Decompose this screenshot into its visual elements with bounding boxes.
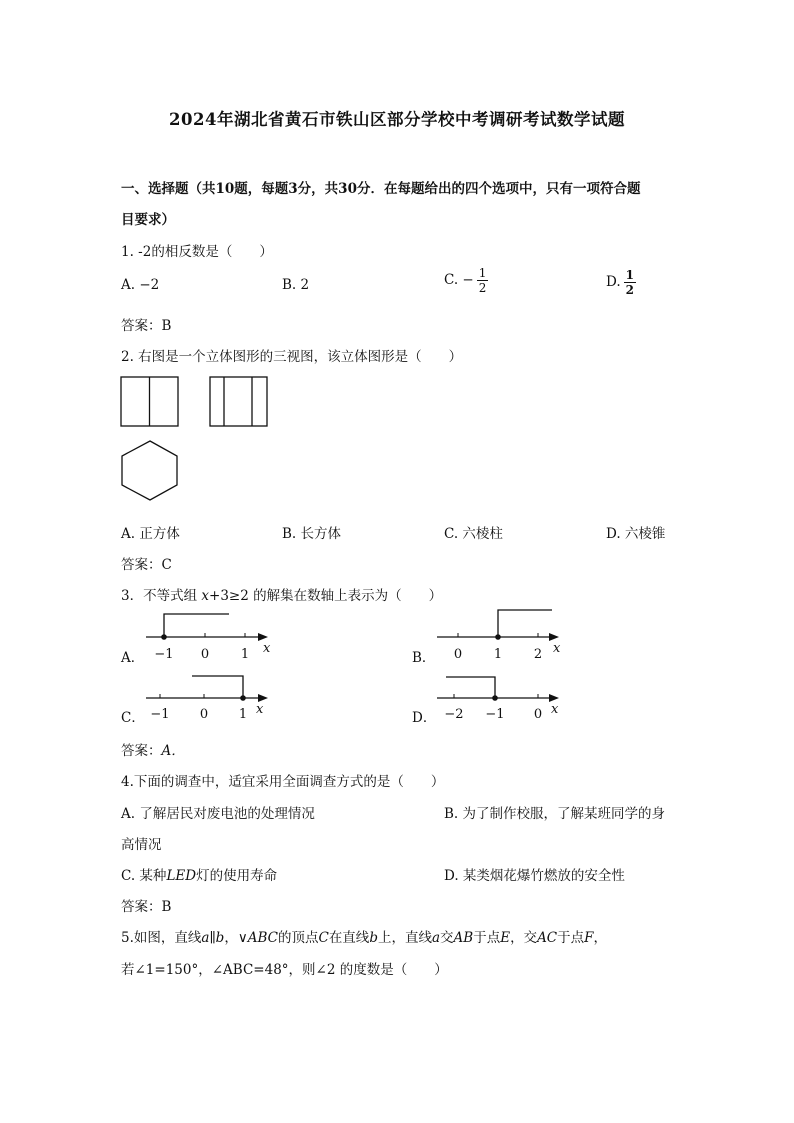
q4-option-b-line2: 高情况 <box>121 837 162 853</box>
q1-option-a: A. −2 <box>121 277 160 293</box>
q3-stem-var: x <box>201 588 210 604</box>
q3-d-axis-var: x <box>551 702 559 717</box>
q3-stem-pre: 3．不等式组 <box>121 588 202 604</box>
section-heading-line1: 一、选择题（共10题，每题3分，共30分．在每题给出的四个选项中，只有一项符合题 <box>121 181 641 197</box>
q5-t7: 在直线 <box>328 930 370 946</box>
q3-option-c-number-line <box>146 676 268 722</box>
q1-option-c-label: C. − <box>444 272 474 288</box>
q5-stem-line1 <box>121 926 607 946</box>
q5-t12: AB <box>453 930 474 946</box>
q5-t19: ， <box>593 930 608 946</box>
q5-t18: F <box>584 930 594 946</box>
q3-b-tick-3: 2 <box>533 647 543 662</box>
q3-d-tick-3: 0 <box>533 707 543 722</box>
q1-stem: 1. -2的相反数是（ ） <box>121 244 273 260</box>
q5-t16: AC <box>537 930 558 946</box>
q1-option-d-denominator: 2 <box>625 283 634 297</box>
q5-t2: a∥b <box>201 930 225 946</box>
q5-t8: b <box>369 930 378 946</box>
q2-option-b: B. 长方体 <box>282 526 342 542</box>
q4-option-b-line1: B. 为了制作校服，了解某班同学的身 <box>444 806 666 822</box>
q2-option-c: C. 六棱柱 <box>444 526 503 542</box>
q3-option-d-number-line <box>437 677 559 722</box>
q5-t13: 于点 <box>473 930 501 946</box>
q3-option-c-label: C． <box>121 710 145 726</box>
q3-option-d-label: D． <box>412 710 437 726</box>
q5-t17: 于点 <box>557 930 585 946</box>
q1-option-c-numerator: 1 <box>478 266 487 280</box>
q3-b-axis-var: x <box>553 641 561 656</box>
q4-option-c-post: 灯的使用寿命 <box>196 868 278 884</box>
q3-a-tick-3: 1 <box>240 647 250 662</box>
section-heading-line2: 目要求） <box>121 212 175 228</box>
q4-option-c <box>121 864 277 884</box>
q3-stem-post: +3≥2 的解集在数轴上表示为（ ） <box>209 588 443 604</box>
q3-answer <box>121 739 185 759</box>
q3-b-tick-2: 1 <box>493 647 503 662</box>
q3-a-tick-1: −1 <box>154 647 174 662</box>
q3-c-tick-1: −1 <box>150 707 170 722</box>
q3-c-axis-var: x <box>256 702 264 717</box>
q1-option-d-label: D. <box>606 274 621 290</box>
q3-b-tick-1: 0 <box>453 647 463 662</box>
q3-c-tick-3: 1 <box>238 707 248 722</box>
page-title: 2024年湖北省黄石市铁山区部分学校中考调研考试数学试题 <box>169 110 625 129</box>
q2-answer: 答案：C <box>121 557 172 573</box>
q4-option-c-var: LED <box>166 868 197 884</box>
q1-option-d-numerator: 1 <box>625 268 634 282</box>
q3-d-tick-1: −2 <box>444 707 464 722</box>
q3-d-tick-2: −1 <box>485 707 505 722</box>
q3-answer-value: A． <box>161 743 185 759</box>
q3-option-b-label: B． <box>412 650 436 666</box>
q3-option-a-number-line <box>146 614 271 662</box>
q4-answer: 答案：B <box>121 899 172 915</box>
q5-t10: a <box>431 930 441 946</box>
q3-answer-prefix: 答案： <box>121 743 162 759</box>
q3-a-tick-2: 0 <box>200 647 210 662</box>
q1-option-c-denominator: 2 <box>478 281 487 295</box>
q2-option-a: A. 正方体 <box>121 526 180 542</box>
q4-option-a: A. 了解居民对废电池的处理情况 <box>121 806 315 822</box>
q1-option-b: B. 2 <box>282 277 310 293</box>
q5-t3: ， <box>224 930 238 946</box>
q4-stem: 4.下面的调查中，适宜采用全面调查方式的是（ ） <box>121 774 445 790</box>
q2-stem: 2. 右图是一个立体图形的三视图，该立体图形是（ ） <box>121 349 463 365</box>
q5-t9: 上，直线 <box>377 930 432 946</box>
q3-a-axis-var: x <box>263 641 271 656</box>
q5-t11: 交 <box>440 930 454 946</box>
q5-t1: 5.如图，直线 <box>121 930 202 946</box>
q4-option-c-pre: C. 某种 <box>121 868 167 884</box>
q5-t5: 的顶点 <box>277 930 319 946</box>
q3-c-tick-2: 0 <box>199 707 209 722</box>
q2-option-d: D. 六棱锥 <box>606 526 666 542</box>
q3-option-b-number-line <box>437 610 561 662</box>
q5-t14: E <box>500 930 511 946</box>
q5-stem-line2: 若∠1=150°，∠ABC=48°，则∠2 的度数是（ ） <box>121 962 448 978</box>
q1-answer: 答案：B <box>121 318 172 334</box>
q4-option-d: D. 某类烟花爆竹燃放的安全性 <box>444 868 625 884</box>
q5-t6: C <box>318 930 329 946</box>
q5-t15: ，交 <box>510 930 538 946</box>
q3-option-a-label: A． <box>121 650 145 666</box>
q5-t4: ∨ABC <box>237 930 278 946</box>
